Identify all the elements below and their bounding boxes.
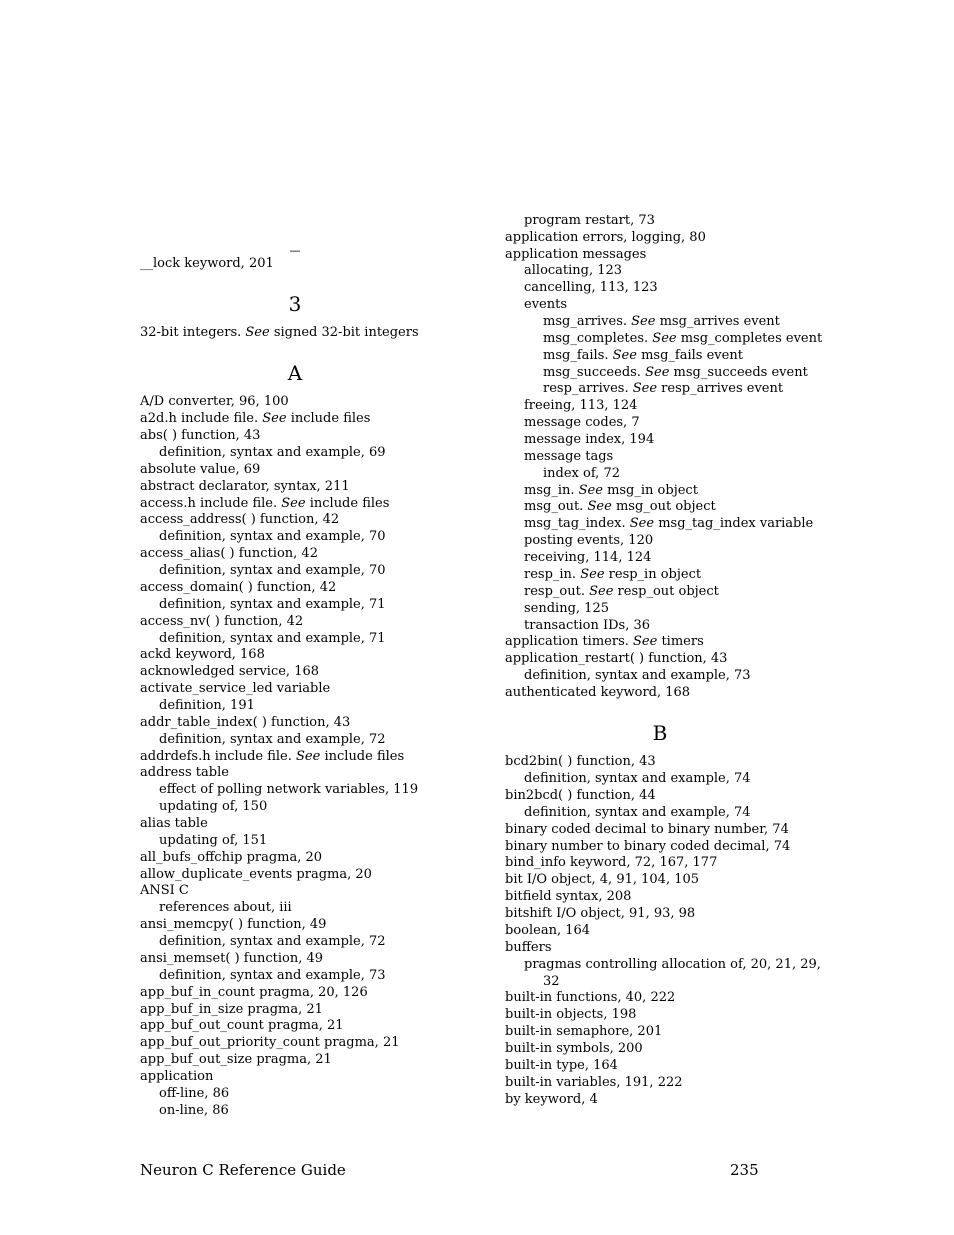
see-reference-label: See xyxy=(629,516,655,531)
index-entry xyxy=(140,1001,323,1018)
see-reference-label: See xyxy=(612,348,637,363)
see-reference-label: See xyxy=(632,381,658,396)
see-reference-target: msg_fails event xyxy=(641,348,743,363)
index-entry xyxy=(140,393,289,410)
index-entry xyxy=(505,753,656,770)
index-entry-text: app_buf_out_priority_count pragma, 21 xyxy=(140,1035,400,1050)
index-entry xyxy=(140,916,326,933)
index-entry xyxy=(140,1017,344,1034)
see-reference-target: include files xyxy=(290,411,371,426)
index-entry-text: boolean, 164 xyxy=(505,923,591,938)
see-reference-target: signed 32-bit integers xyxy=(273,325,419,340)
index-entry xyxy=(505,246,646,263)
see-reference-target: msg_completes event xyxy=(680,331,823,346)
see-reference-label: See xyxy=(589,584,614,599)
index-entry-text: activate_service_led variable xyxy=(140,681,331,696)
index-entry-text: 32 xyxy=(543,974,560,989)
index-entry-text: definition, syntax and example, 72 xyxy=(159,934,386,949)
index-entry xyxy=(505,583,719,600)
see-reference-target: msg_arrives event xyxy=(659,314,780,329)
index-entry xyxy=(505,515,813,532)
index-entry-text: definition, syntax and example, 71 xyxy=(159,631,386,646)
index-entry xyxy=(505,532,653,549)
see-reference-label: See xyxy=(262,411,287,426)
index-entry xyxy=(140,663,319,680)
see-reference-target: msg_out object xyxy=(615,499,716,514)
index-entry xyxy=(505,650,727,667)
index-entry-text: access_domain( ) function, 42 xyxy=(140,580,337,595)
index-entry xyxy=(505,600,609,617)
index-entry xyxy=(505,482,698,499)
index-entry xyxy=(140,324,419,341)
index-entry xyxy=(140,815,208,832)
see-reference-target: resp_out object xyxy=(617,584,719,599)
index-entry xyxy=(505,684,690,701)
index-entry xyxy=(505,854,717,871)
index-entry xyxy=(505,617,650,634)
index-entry xyxy=(505,973,560,990)
index-entry-text: index of, 72 xyxy=(543,466,620,481)
footer-title: Neuron C Reference Guide xyxy=(140,1161,346,1179)
index-entry xyxy=(505,229,706,246)
index-entry-text: acknowledged service, 168 xyxy=(140,664,320,679)
index-entry-text: events xyxy=(524,297,567,312)
index-entry xyxy=(140,579,336,596)
index-entry-text: definition, syntax and example, 70 xyxy=(159,529,386,544)
index-entry-text: off-line, 86 xyxy=(159,1086,230,1101)
index-entry xyxy=(505,465,620,482)
index-entry-text: transaction IDs, 36 xyxy=(524,618,651,633)
index-entry xyxy=(505,212,655,229)
index-entry xyxy=(505,888,631,905)
index-entry xyxy=(140,714,350,731)
see-reference-target: timers xyxy=(661,634,704,649)
index-entry xyxy=(140,495,389,512)
index-entry xyxy=(505,566,701,583)
index-entry xyxy=(505,262,622,279)
index-entry xyxy=(505,1091,598,1108)
index-entry xyxy=(140,882,189,899)
index-entry-text: ackd keyword, 168 xyxy=(140,647,265,662)
index-entry xyxy=(140,866,372,883)
index-entry xyxy=(505,633,704,650)
index-entry-text: message codes, 7 xyxy=(524,415,640,430)
index-entry-text: msg_tag_index. xyxy=(524,516,626,531)
index-entry xyxy=(505,313,780,330)
index-entry-text: msg_arrives. xyxy=(543,314,627,329)
index-entry xyxy=(140,511,339,528)
index-entry-text: msg_in. xyxy=(524,483,575,498)
index-entry xyxy=(140,444,386,461)
index-entry xyxy=(140,899,292,916)
index-entry xyxy=(140,528,386,545)
index-entry-text: definition, syntax and example, 69 xyxy=(159,445,386,460)
see-reference-target: msg_in object xyxy=(607,483,698,498)
index-entry-text: app_buf_out_count pragma, 21 xyxy=(140,1018,344,1033)
index-entry-text: bit I/O object, 4, 91, 104, 105 xyxy=(505,872,700,887)
index-entry xyxy=(505,498,716,515)
index-entry xyxy=(505,296,567,313)
index-entry xyxy=(505,1074,683,1091)
index-entry xyxy=(505,279,658,296)
index-entry-text: binary coded decimal to binary number, 74 xyxy=(505,822,789,837)
index-entry xyxy=(505,1006,636,1023)
section-letter: B xyxy=(652,721,668,745)
index-entry-text: updating of, 150 xyxy=(159,799,268,814)
index-entry-text: msg_completes. xyxy=(543,331,649,346)
index-entry xyxy=(505,414,640,431)
index-entry xyxy=(140,798,267,815)
index-entry-text: definition, syntax and example, 72 xyxy=(159,732,386,747)
index-entry xyxy=(140,630,386,647)
index-entry xyxy=(505,549,651,566)
index-entry-text: application messages xyxy=(505,247,647,262)
index-entry-text: bitshift I/O object, 91, 93, 98 xyxy=(505,906,696,921)
index-entry-text: __lock keyword, 201 xyxy=(140,256,274,271)
see-reference-target: resp_in object xyxy=(608,567,702,582)
index-entry-text: resp_arrives. xyxy=(543,381,629,396)
index-entry xyxy=(140,596,386,613)
index-entry-text: receiving, 114, 124 xyxy=(524,550,652,565)
index-entry xyxy=(140,461,260,478)
see-reference-target: resp_arrives event xyxy=(661,381,784,396)
index-entry-text: definition, syntax and example, 73 xyxy=(159,968,386,983)
index-entry xyxy=(140,984,368,1001)
index-entry-text: a2d.h include file. xyxy=(140,411,259,426)
index-entry xyxy=(505,905,695,922)
index-entry-text: application errors, logging, 80 xyxy=(505,230,706,245)
index-entry-text: addr_table_index( ) function, 43 xyxy=(140,715,351,730)
index-entry-text: access_address( ) function, 42 xyxy=(140,512,340,527)
index-entry xyxy=(140,1102,229,1119)
index-entry-text: access_nv( ) function, 42 xyxy=(140,614,304,629)
index-entry xyxy=(505,330,822,347)
index-entry-text: application_restart( ) function, 43 xyxy=(505,651,728,666)
index-entry-text: resp_out. xyxy=(524,584,585,599)
index-entry xyxy=(505,989,675,1006)
index-entry xyxy=(140,1051,332,1068)
index-entry-text: allocating, 123 xyxy=(524,263,623,278)
index-entry-text: bitfield syntax, 208 xyxy=(505,889,632,904)
index-entry xyxy=(505,821,789,838)
index-entry-text: references about, iii xyxy=(159,900,292,915)
see-reference-label: See xyxy=(633,634,658,649)
index-entry-text: definition, syntax and example, 74 xyxy=(524,771,751,786)
index-entry xyxy=(505,431,654,448)
index-entry xyxy=(140,478,350,495)
see-reference-label: See xyxy=(587,499,612,514)
index-entry xyxy=(140,697,255,714)
index-entry-text: address table xyxy=(140,765,229,780)
index-entry xyxy=(140,764,229,781)
index-entry xyxy=(505,871,699,888)
index-entry-text: definition, syntax and example, 74 xyxy=(524,805,751,820)
index-entry-text: app_buf_in_size pragma, 21 xyxy=(140,1002,323,1017)
index-entry-text: cancelling, 113, 123 xyxy=(524,280,658,295)
index-entry xyxy=(505,1057,618,1074)
index-entry xyxy=(140,781,418,798)
index-entry xyxy=(505,922,590,939)
index-entry-text: binary number to binary coded decimal, 74 xyxy=(505,839,791,854)
index-entry xyxy=(140,255,274,272)
see-reference-label: See xyxy=(245,325,270,340)
see-reference-label: See xyxy=(578,483,603,498)
index-entry xyxy=(140,748,404,765)
see-reference-target: msg_succeeds event xyxy=(673,365,808,380)
index-entry xyxy=(505,838,790,855)
index-entry xyxy=(505,804,751,821)
index-entry-text: ansi_memset( ) function, 49 xyxy=(140,951,324,966)
index-entry-text: built-in symbols, 200 xyxy=(505,1041,643,1056)
index-entry-text: application xyxy=(140,1069,214,1084)
index-entry-text: program restart, 73 xyxy=(524,213,655,228)
index-entry-text: bcd2bin( ) function, 43 xyxy=(505,754,656,769)
index-entry-text: 32-bit integers. xyxy=(140,325,242,340)
index-entry xyxy=(140,410,370,427)
index-entry-text: addrdefs.h include file. xyxy=(140,749,292,764)
index-entry xyxy=(505,770,751,787)
index-entry-text: by keyword, 4 xyxy=(505,1092,598,1107)
index-entry-text: absolute value, 69 xyxy=(140,462,261,477)
index-entry-text: definition, 191 xyxy=(159,698,255,713)
index-entry-text: message tags xyxy=(524,449,614,464)
index-entry-text: bind_info keyword, 72, 167, 177 xyxy=(505,855,718,870)
index-entry-text: allow_duplicate_events pragma, 20 xyxy=(140,867,372,882)
index-entry-text: posting events, 120 xyxy=(524,533,654,548)
index-entry-text: ANSI C xyxy=(140,883,189,898)
index-entry-text: access_alias( ) function, 42 xyxy=(140,546,318,561)
see-reference-target: include files xyxy=(324,749,405,764)
index-entry xyxy=(505,1023,662,1040)
index-entry xyxy=(505,364,808,381)
index-entry-text: all_bufs_offchip pragma, 20 xyxy=(140,850,323,865)
page-number: 235 xyxy=(730,1161,759,1179)
see-reference-label: See xyxy=(580,567,605,582)
see-reference-target: include files xyxy=(309,496,390,511)
index-entry-text: built-in type, 164 xyxy=(505,1058,618,1073)
index-entry xyxy=(505,667,751,684)
index-entry-text: sending, 125 xyxy=(524,601,609,616)
index-entry-text: pragmas controlling allocation of, 20, 21, 29, xyxy=(524,957,821,972)
see-reference-label: See xyxy=(645,365,670,380)
index-entry-text: app_buf_out_size pragma, 21 xyxy=(140,1052,332,1067)
see-reference-label: See xyxy=(631,314,656,329)
index-entry xyxy=(140,967,386,984)
index-entry xyxy=(140,680,330,697)
see-reference-label: See xyxy=(296,749,321,764)
index-entry-text: abstract declarator, syntax, 211 xyxy=(140,479,350,494)
index-entry-text: built-in semaphore, 201 xyxy=(505,1024,663,1039)
see-reference-target: msg_tag_index variable xyxy=(658,516,814,531)
index-entry-text: access.h include file. xyxy=(140,496,278,511)
see-reference-label: See xyxy=(652,331,677,346)
index-entry xyxy=(505,397,637,414)
index-entry-text: built-in objects, 198 xyxy=(505,1007,637,1022)
index-entry-text: bin2bcd( ) function, 44 xyxy=(505,788,656,803)
index-entry-text: msg_succeeds. xyxy=(543,365,641,380)
index-entry xyxy=(140,646,265,663)
index-entry-text: message index, 194 xyxy=(524,432,655,447)
index-entry-text: abs( ) function, 43 xyxy=(140,428,261,443)
section-letter: _ xyxy=(290,228,300,252)
index-entry-text: resp_in. xyxy=(524,567,577,582)
index-entry-text: updating of, 151 xyxy=(159,833,268,848)
index-entry xyxy=(505,787,656,804)
index-entry-text: buffers xyxy=(505,940,552,955)
index-entry-text: app_buf_in_count pragma, 20, 126 xyxy=(140,985,368,1000)
index-entry xyxy=(505,448,613,465)
index-entry xyxy=(140,1068,213,1085)
index-entry xyxy=(140,832,267,849)
index-entry-text: definition, syntax and example, 70 xyxy=(159,563,386,578)
index-entry-text: on-line, 86 xyxy=(159,1103,229,1118)
index-entry-text: freeing, 113, 124 xyxy=(524,398,638,413)
index-entry-text: effect of polling network variables, 119 xyxy=(159,782,419,797)
index-entry-text: definition, syntax and example, 73 xyxy=(524,668,751,683)
index-entry xyxy=(140,613,303,630)
index-entry-text: msg_fails. xyxy=(543,348,609,363)
index-entry xyxy=(140,545,318,562)
index-entry xyxy=(140,427,260,444)
index-entry-text: built-in variables, 191, 222 xyxy=(505,1075,683,1090)
section-letter: A xyxy=(287,361,303,385)
index-entry-text: built-in functions, 40, 222 xyxy=(505,990,676,1005)
index-entry-text: definition, syntax and example, 71 xyxy=(159,597,386,612)
index-entry-text: msg_out. xyxy=(524,499,584,514)
index-entry xyxy=(140,933,386,950)
index-entry xyxy=(140,1034,400,1051)
index-entry xyxy=(140,950,323,967)
index-entry-text: A/D converter, 96, 100 xyxy=(140,394,289,409)
index-entry xyxy=(140,849,322,866)
section-letter: 3 xyxy=(288,292,302,316)
index-entry-text: ansi_memcpy( ) function, 49 xyxy=(140,917,327,932)
index-entry xyxy=(140,562,386,579)
see-reference-label: See xyxy=(281,496,306,511)
index-entry xyxy=(505,939,552,956)
index-entry-text: authenticated keyword, 168 xyxy=(505,685,691,700)
index-entry-text: application timers. xyxy=(505,634,629,649)
index-entry xyxy=(505,347,743,364)
index-entry xyxy=(505,1040,643,1057)
index-entry-text: alias table xyxy=(140,816,208,831)
index-entry xyxy=(140,1085,229,1102)
index-entry xyxy=(140,731,386,748)
index-entry xyxy=(505,380,783,397)
index-entry xyxy=(505,956,821,973)
